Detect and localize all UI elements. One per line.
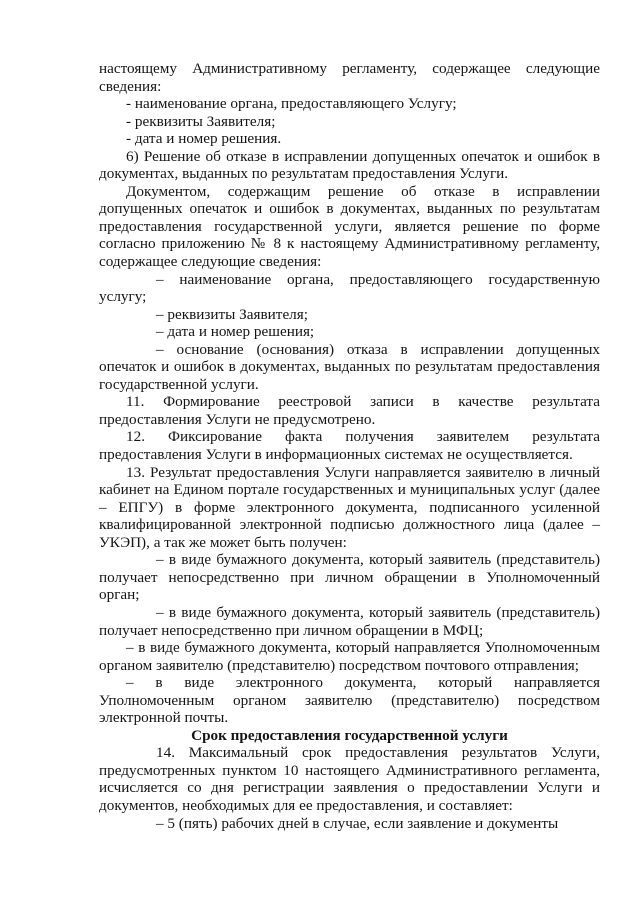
para-item-11: 11. Формирование реестровой записи в качестве результата предоставления Услуги не предусмотрено. xyxy=(99,393,600,428)
para-refusal-document: Документом, содержащим решение об отказе в исправлении допущенных опечаток и ошибок в документах, выданных по результатам предоставления государственной услуги, является решение по форме согласно приложению № 8 к настоящему Административному регламенту, содержащее следующие сведения: xyxy=(99,182,600,271)
list-item-applicant-details: - реквизиты Заявителя; xyxy=(126,112,276,130)
para-item-12: 12. Фиксирование факта получения заявителем результата предоставления Услуги в информационных системах не осуществляется. xyxy=(99,428,600,464)
list-item-electronic-mail: – в виде электронного документа, который направляется Уполномоченным органом заявителю (представителю) посредством электронной почты. xyxy=(99,674,600,727)
list-item-paper-mail: – в виде бумажного документа, который направляется Уполномоченным органом заявителю (представителю) посредством почтового отправления; xyxy=(99,639,600,674)
para-item-13: 13. Результат предоставления Услуги направляется заявителю в личный кабинет на Едином портале государственных и муниципальных услуг (далее – ЕПГУ) в форме электронного документа, подписанного усиленной квалифицированной электронной подписью должностного лица (далее – УКЭП), а так же может быть получен: xyxy=(99,463,600,551)
list-item-date-number: - дата и номер решения. xyxy=(126,130,282,148)
list-item-applicant-requisites: – реквизиты Заявителя; xyxy=(156,305,308,323)
list-item-paper-authority: – в виде бумажного документа, который заявитель (представитель) получает непосредственно при личном обращении в Уполномоченный орган; xyxy=(99,551,600,604)
list-item-body-name: - наименование органа, предоставляющего Услугу; xyxy=(126,95,457,113)
list-item-five-days: – 5 (пять) рабочих дней в случае, если заявление и документы xyxy=(156,814,559,832)
para-item-6: 6) Решение об отказе в исправлении допущенных опечаток и ошибок в документах, выданных по результатам предоставления Услуги. xyxy=(99,147,600,183)
list-item-decision-date: – дата и номер решения; xyxy=(156,323,315,341)
list-item-refusal-grounds: – основание (основания) отказа в исправлении допущенных опечаток и ошибок в документах, выданных по результатам предоставления государственной услуги. xyxy=(99,340,600,393)
para-intro-tail: настоящему Административному регламенту, содержащее следующие сведения: xyxy=(99,60,600,95)
para-item-14: 14. Максимальный срок предоставления результатов Услуги, предусмотренных пунктом 10 настоящего Административного регламента, исчисляется со дня регистрации заявления о предоставлении Услуги и документов, необходимых для ее предоставления, и составляет: xyxy=(99,744,600,814)
document-body xyxy=(99,60,600,832)
list-item-provider-name: – наименование органа, предоставляющего государственную услугу; xyxy=(99,270,600,306)
section-heading-deadline: Срок предоставления государственной услуги xyxy=(191,726,508,744)
list-item-paper-mfc: – в виде бумажного документа, который заявитель (представитель) получает непосредственно при личном обращении в МФЦ; xyxy=(99,603,600,639)
